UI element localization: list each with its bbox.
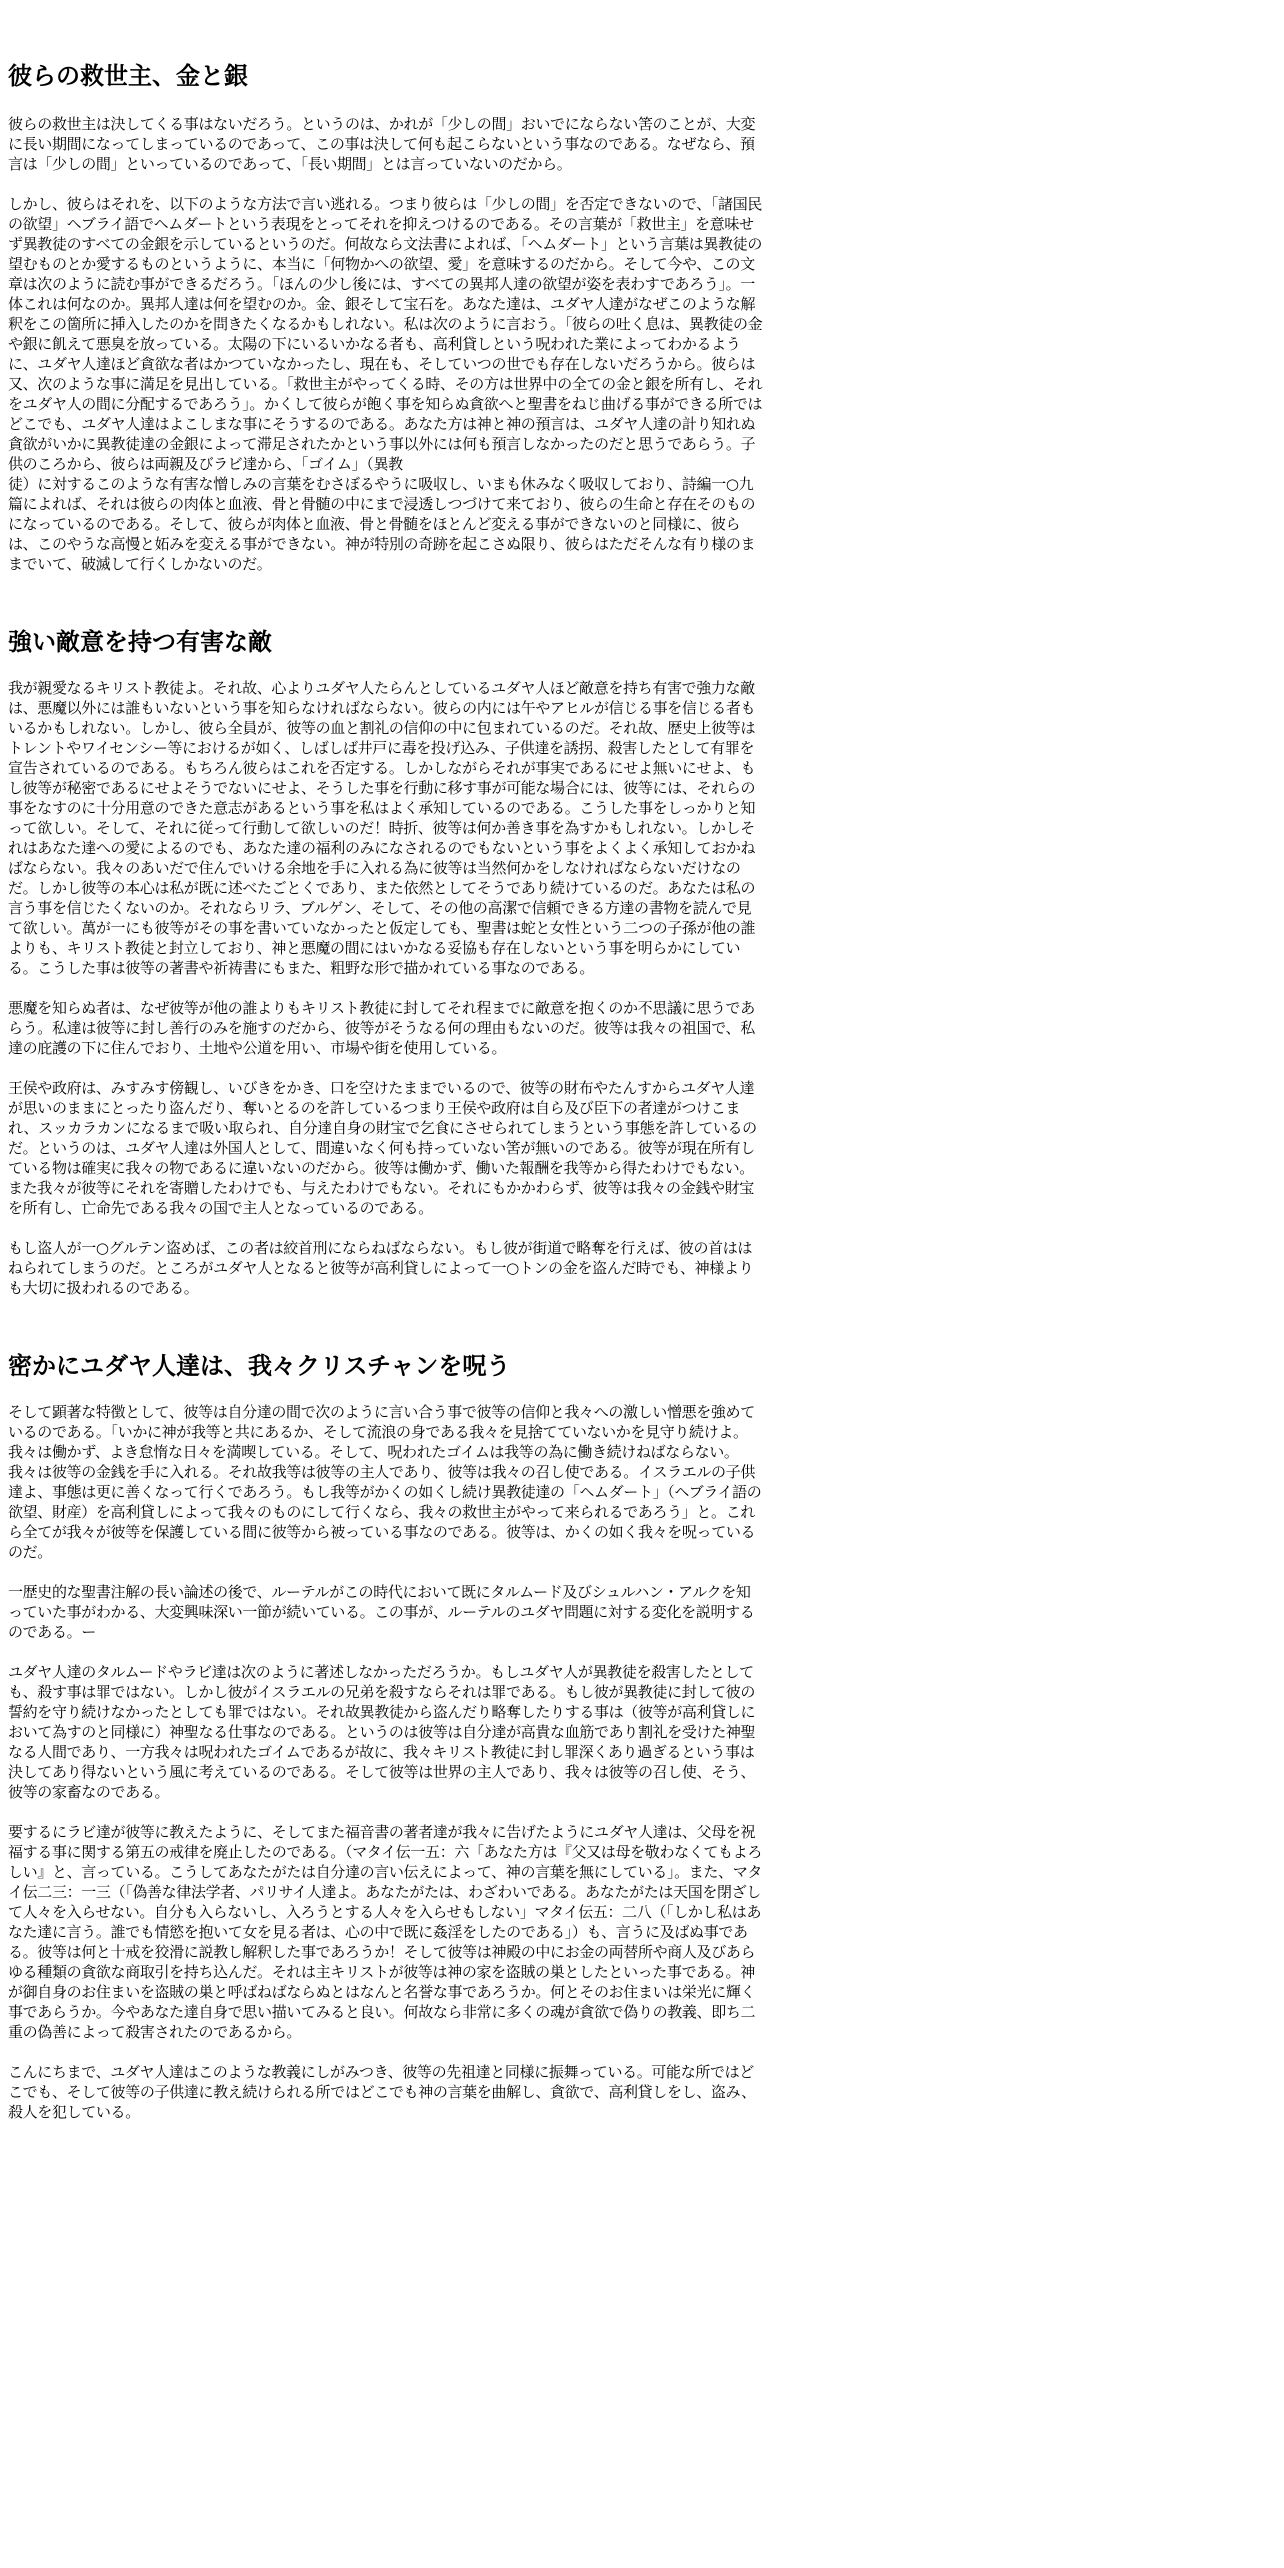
paragraph: 彼らの救世主は決してくる事はないだろう。というのは、かれが「少しの間」おいでにならない筈のことが、大変に長い期間になってしまっているのであって、この事は決して何も起こらないという事なのである。なぜなら、預言は「少しの間」といっているのであって、「長い期間」とは言っていないのだから。 — [8, 115, 756, 173]
article — [8, 0, 764, 2142]
section-heading: 強い敵意を持つ有害な敵 — [8, 628, 272, 656]
section-hostile-enemy — [8, 626, 764, 1298]
paragraph: しかし、彼らはそれを、以下のような方法で言い逃れる。つまり彼らは「少しの間」を否定できないので、「諸国民の欲望」ヘブライ語でヘムダートという表現をとってそれを抑えつけるのである。その言葉が「救世主」を意味せず異教徒のすべての金銀を示しているというのだ。何故なら文法書によれば、「ヘムダート」という言葉は異教徒の望むものとか愛するものというように、本当に「何物かへの欲望、愛」を意味するのだから。そして今や、この文章は次のように読む事ができるだろう。「ほんの少し後には、すべての異邦人達の欲望が姿を表わすであろう」。一体これは何なのか。異邦人達は何を望むのか。金、銀そして宝石を。あなた達は、ユダヤ人達がなぜこのような解釈をこの箇所に挿入したのかを問きたくなるかもしれない。私は次のように言おう。「彼らの吐く息は、異教徒の金や銀に飢えて悪臭を放っている。太陽の下にいるいかなる者も、高利貸しという呪われた業によってわかるように、ユダヤ人達ほど貪欲な者はかつていなかったし、現在も、そしていつの世でも存在しないだろうから。彼らは又、次のような事に満足を見出している。「救世主がやってくる時、その方は世界中の全ての金と銀を所有し、それをユダヤ人の間に分配するであろう」。かくして彼らが飽く事を知らぬ貪欲へと聖書をねじ曲げる事ができる所ではどこでも、ユダヤ人達はよこしまな事にそうするのである。あなた方は神と神の預言は、ユダヤ人達の計り知れぬ貪欲がいかに異教徒達の金銀によって滞足されたかという事以外には何も預言しなかったのだと思うであらう。子供のころから、彼らは両親及びラビ達から、「ゴイム」（異教 — [8, 195, 763, 473]
paragraph: そして顕著な特徴として、彼等は自分達の間で次のように言い合う事で彼等の信仰と我々への激しい憎悪を強めているのである。「いかに神が我等と共にあるか、そして流浪の身である我々を見捨てていないかを見守り続けよ。我々は働かず、よき怠惰な日々を満喫している。そして、呪われたゴイムは我等の為に働き続けねばならない。我々は彼等の金銭を手に入れる。それ故我等は彼等の主人であり、彼等は我々の召し使である。イスラエルの子供達よ、事態は更に善くなって行くであろう。もし我等がかくの如くし続け異教徒達の「ヘムダート」（ヘブライ語の欲望、財産）を高利貸しによって我々のものにして行くなら、我々の救世主がやって来られるであろう」と。これら全てが我々が彼等を保護している間に彼等から被っている事なのである。彼等は、かくの如く我々を呪っているのだ。 — [8, 1403, 762, 1561]
section-heading: 彼らの救世主、金と銀 — [8, 62, 248, 90]
paragraph: 王侯や政府は、みすみす傍観し、いびきをかき、口を空けたままでいるので、彼等の財布やたんすからユダヤ人達が思いのままにとったり盗んだり、奪いとるのを許しているつまり王侯や政府は自ら及び臣下の者達がつけこまれ、スッカラカンになるまで吸い取られ、自分達自身の財宝で乞食にさせられてしまうという事態を許しているのだ。というのは、ユダヤ人達は外国人として、間違いなく何も持っていない筈が無いのである。彼等が現在所有している物は確実に我々の物であるに違いないのだから。彼等は働かず、働いた報酬を我等から得たわけでもない。また我々が彼等にそれを寄贈したわけでも、与えたわけでもない。それにもかかわらず、彼等は我々の金銭や財宝を所有し、亡命先である我々の国で主人となっているのである。 — [8, 1079, 757, 1217]
section-heading: 密かにユダヤ人達は、我々クリスチャンを呪う — [8, 1352, 511, 1380]
paragraph: 徒）に対するこのような有害な憎しみの言葉をむさぼるやうに吸収し、いまも休みなく吸収しており、詩編一○九篇によれば、それは彼らの肉体と血液、骨と骨髄の中にまで浸透しつづけて来ており、彼らの生命と存在そのものになっているのである。そして、彼らが肉体と血液、骨と骨髄をほとんど変える事ができないのと同様に、彼らは、このやうな高慢と妬みを変える事ができない。神が特別の奇跡を起こさぬ限り、彼らはただそんな有り様のままでいて、破滅して行くしかないのだ。 — [8, 475, 756, 573]
paragraph: 要するにラビ達が彼等に教えたように、そしてまた福音書の著者達が我々に告げたようにユダヤ人達は、父母を祝福する事に関する第五の戒律を廃止したのである。（マタイ伝一五：六「あなた方は『父又は母を敬わなくてもよろしい』と、言っている。こうしてあなたがたは自分達の言い伝えによって、神の言葉を無にしている」。また、マタイ伝二三：一三（「偽善な律法学者、パリサイ人達よ。あなたがたは、わざわいである。あなたがたは天国を閉ざして人々を入らせない。自分も入らないし、入ろうとする人々を入らせもしない」マタイ伝五：二八（「しかし私はあなた達に言う。誰でも情慾を抱いて女を見る者は、心の中で既に姦淫をしたのである」）も、言うに及ばぬ事である。彼等は何と十戒を狡滑に説教し解釈した事であろうか！そして彼等は神殿の中にお金の両替所や商人及びあらゆる種類の貪欲な商取引を持ち込んだ。それは主キリストが彼等は神の家を盗賊の巣としたといった事である。神が御自身のお住まいを盗賊の巣と呼ばねばならぬとはなんと名誉な事であろうか。何とそのお住まいは栄光に輝く事であらうか。今やあなた達自身で思い描いてみると良い。何故なら非常に多くの魂が貪欲で偽りの教義、即ち二重の偽善によって殺害されたのであるから。 — [8, 1823, 763, 2041]
paragraph: ユダヤ人達のタルムードやラビ達は次のように著述しなかっただろうか。もしユダヤ人が異教徒を殺害したとしても、殺す事は罪ではない。しかし彼がイスラエルの兄弟を殺すならそれは罪である。もし彼が異教徒に封して彼の誓約を守り続けなかったとしても罪ではない。それ故異教徒から盗んだり略奪したりする事は（彼等が高利貸しにおいて為すのと同様に）神聖なる仕事なのである。というのは彼等は自分達が高貴な血筋であり割礼を受けた神聖なる人間であり、一方我々は呪われたゴイムであるが故に、我々キリスト教徒に封し罪深くあり過ぎるという事は決してあり得ないという風に考えているのである。そして彼等は世界の主人であり、我々は彼等の召し使、そう、彼等の家畜なのである。 — [8, 1663, 756, 1801]
paragraph: 我が親愛なるキリスト教徒よ。それ故、心よりユダヤ人たらんとしているユダヤ人ほど敵意を持ち有害で強力な敵は、悪魔以外には誰もいないという事を知らなければならない。彼らの内には午やアヒルが信じる事を信じる者もいるかもしれない。しかし、彼ら全員が、彼等の血と割礼の信仰の中に包まれているのだ。それ故、歴史上彼等はトレントやワイセンシー等におけるが如く、しばしば井戸に毒を投げ込み、子供達を誘拐、殺害したとして有罪を宣告されているのである。もちろん彼らはこれを否定する。しかしながらそれが事実であるにせよ無いにせよ、もし彼等が秘密であるにせよそうでないにせよ、そうした事を行動に移す事が可能な場合には、彼等には、それらの事をなすのに十分用意のできた意志があるという事を私はよく承知しているのである。こうした事をしっかりと知って欲しい。そして、それに従って行動して欲しいのだ！時折、彼等は何か善き事を為すかもしれない。しかしそれはあなた達への愛によるのでも、あなた達の福利のみになされるのでもないという事をよくよく承知しておかねばならない。我々のあいだで住んでいける余地を手に入れる為に彼等は当然何かをしなければならないだけなのだ。しかし彼等の本心は私が既に述べたごとくであり、また依然としてそうであり続けているのだ。あなたは私の言う事を信じたくないのか。それならリラ、ブルゲン、そして、その他の高潔で信頼できる方達の書物を読んで見て欲しい。萬が一にも彼等がその事を書いていなかったと仮定しても、聖書は蛇と女性という二つの子孫が他の誰よりも、キリスト教徒と封立しており、神と悪魔の間にはいかなる妥協も存在しないという事を明らかにしている。こうした事は彼等の著書や祈祷書にもまた、粗野な形で描かれている事なのである。 — [8, 679, 756, 977]
section-saviour-gold-silver — [8, 60, 764, 574]
paragraph: もし盗人が一○グルテン盗めば、この者は絞首刑にならねばならない。もし彼が街道で略奪を行えば、彼の首ははねられてしまうのだ。ところがユダヤ人となると彼等が高利貸しによって一○トンの金を盗んだ時でも、神様よりも大切に扱われるのである。 — [8, 1239, 754, 1297]
paragraph: こんにちまで、ユダヤ人達はこのような教義にしがみつき、彼等の先祖達と同様に振舞っている。可能な所ではどこでも、そして彼等の子供達に教え続けられる所ではどこでも神の言葉を曲解し、貪欲で、高利貸しをし、盗み、殺人を犯している。 — [8, 2063, 756, 2121]
section-secret-curse — [8, 1350, 764, 2122]
paragraph: 悪魔を知らぬ者は、なぜ彼等が他の誰よりもキリスト教徒に封してそれ程までに敵意を抱くのか不思議に思うであらう。私達は彼等に封し善行のみを施すのだから、彼等がそうなる何の理由もないのだ。彼等は我々の祖国で、私達の庇護の下に住んでおり、土地や公道を用い、市場や街を使用している。 — [8, 999, 755, 1057]
paragraph: 一歴史的な聖書注解の長い論述の後で、ルーテルがこの時代において既にタルムード及びシュルハン・アルクを知っていた事がわかる、大変興味深い一節が続いている。この事が、ルーテルのユダヤ問題に対する変化を説明するのである。ー — [8, 1583, 755, 1641]
